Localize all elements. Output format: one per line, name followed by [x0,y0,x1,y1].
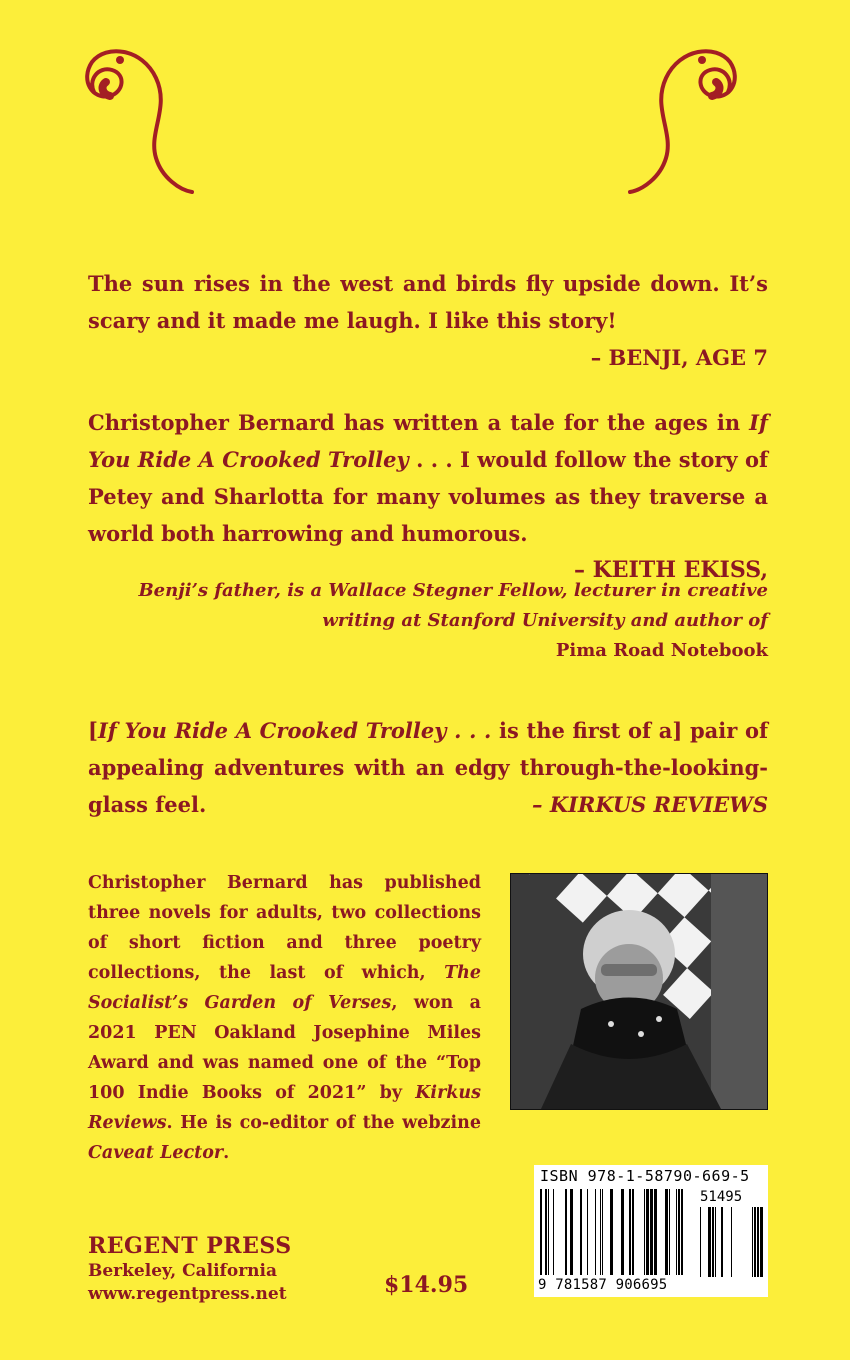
bio-part2: , won a 2021 PEN Oakland Josephine Miles Award and was named one of the “Top 100 Indie Books of 2021” by [88,993,482,1103]
bio-part1: Christopher Bernard has published three novels for adults, two collections of short fiction and three poetry collections, the last of which, [88,873,481,983]
barcode-addon-number: 51495 [700,1189,743,1205]
ekiss-credit-text: Benji’s father, is a Wallace Stegner Fellow, lecturer in creative writing at Stanford University and author of [138,580,768,631]
quote-benji-text: The sun rises in the west and birds fly upside down. It’s scary and it made me laugh. I like this story! [88,271,768,333]
isbn-text: ISBN 978-1-58790-669-5 [540,1167,750,1185]
ekiss-credit [88,576,768,666]
publisher-name: REGENT PRESS [88,1233,292,1259]
barcode-bars [534,1187,768,1279]
bio-part3: . He is co-editor of the webzine [166,1113,481,1133]
bio-zine: Caveat Lector [88,1143,224,1163]
quote-kirkus-title: If You Ride A Crooked Trolley . . . [97,718,492,743]
price: $14.95 [384,1272,469,1298]
quote-ekiss-title: If You Ride A Crooked Trolley [88,410,768,472]
quote-kirkus-open: [ [88,718,98,743]
quote-ekiss-rest: . . . I would follow the story of Petey and Sharlotta for many volumes as they traverse a world both harrowing and humorous. [88,447,768,546]
author-photo [510,873,768,1110]
isbn-barcode [534,1165,768,1297]
quote-benji-attribution: – BENJI, AGE 7 [590,345,768,370]
quote-ekiss [88,404,768,589]
left-flourish-ornament [52,40,202,210]
barcode-ean-number: 9 781587 906695 [538,1277,668,1293]
publisher-block [88,1232,292,1306]
quote-kirkus-attribution: – KIRKUS REVIEWS [532,792,768,817]
quote-benji [88,265,768,376]
quote-ekiss-lead: Christopher Bernard has written a tale for the ages in [88,410,750,435]
quote-ekiss-attribution: – KEITH EKISS, [573,557,768,583]
publisher-url: www.regentpress.net [88,1284,287,1304]
right-flourish-ornament [620,40,770,210]
bio-part4: . [223,1143,230,1163]
quote-kirkus [88,712,768,823]
quote-kirkus-rest: is the first of a] pair of appealing adventures with an edgy through-the-looking-glass feel. [88,718,769,817]
bio-book: The Socialist’s Garden of Verses [88,963,481,1013]
ekiss-credit-book: Pima Road Notebook [555,640,768,661]
bio-kirkus: Kirkus Reviews [88,1083,481,1133]
publisher-city: Berkeley, California [88,1261,278,1281]
author-bio [88,868,481,1168]
